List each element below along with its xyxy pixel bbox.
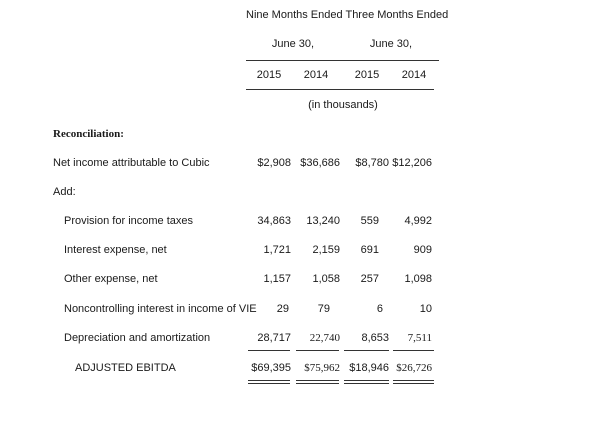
header-rule <box>246 60 439 61</box>
cell: $12,206 <box>392 157 432 169</box>
cell: 1,098 <box>404 273 432 285</box>
total-rule <box>344 380 389 381</box>
cell: $18,946 <box>349 362 389 374</box>
cell: 1,721 <box>263 244 291 256</box>
row-label: ADJUSTED EBITDA <box>75 362 176 374</box>
years-rule <box>246 89 434 90</box>
total-rule <box>296 380 339 381</box>
cell: 691 <box>360 244 379 256</box>
cell: 34,863 <box>257 215 291 227</box>
cell: 28,717 <box>257 332 291 344</box>
period-header: Nine Months Ended Three Months Ended <box>246 9 449 21</box>
row-label: Provision for income taxes <box>64 215 193 227</box>
row-label: Noncontrolling interest in income of VIE <box>64 303 257 315</box>
year-col-4: 2014 <box>401 69 427 81</box>
cell: 909 <box>413 244 432 256</box>
cell: 7,511 <box>407 332 432 344</box>
cell: $8,780 <box>355 157 389 169</box>
year-col-1: 2015 <box>256 69 282 81</box>
cell: 559 <box>360 215 379 227</box>
cell: 13,240 <box>306 215 340 227</box>
cell: $36,686 <box>300 157 340 169</box>
row-label: Net income attributable to Cubic <box>53 157 210 169</box>
year-col-2: 2014 <box>303 69 329 81</box>
cell: 10 <box>419 303 432 315</box>
row-label: Other expense, net <box>64 273 158 285</box>
cell: 2,159 <box>312 244 340 256</box>
total-rule <box>296 383 339 384</box>
total-rule <box>393 383 434 384</box>
cell: 29 <box>276 303 289 315</box>
cell: 6 <box>376 303 383 315</box>
year-col-3: 2015 <box>354 69 380 81</box>
cell: $26,726 <box>396 362 432 374</box>
cell: $2,908 <box>257 157 291 169</box>
cell: 1,058 <box>312 273 340 285</box>
units-label: (in thousands) <box>308 99 378 111</box>
nine-months-date: June 30, <box>271 38 315 50</box>
row-label: Add: <box>53 186 76 198</box>
total-rule <box>393 380 434 381</box>
cell: 79 <box>317 303 330 315</box>
cell: $69,395 <box>251 362 291 374</box>
row-label: Depreciation and amortization <box>64 332 211 344</box>
section-title: Reconciliation: <box>53 128 124 140</box>
three-months-date: June 30, <box>369 38 413 50</box>
total-rule <box>248 383 290 384</box>
cell: $75,962 <box>304 362 340 374</box>
total-rule <box>248 380 290 381</box>
cell: 22,740 <box>309 332 340 344</box>
total-rule <box>344 383 389 384</box>
subtotal-rule <box>393 350 434 351</box>
subtotal-rule <box>296 350 339 351</box>
cell: 257 <box>360 273 379 285</box>
cell: 8,653 <box>361 332 389 344</box>
cell: 1,157 <box>263 273 291 285</box>
row-label: Interest expense, net <box>64 244 167 256</box>
subtotal-rule <box>344 350 389 351</box>
cell: 4,992 <box>404 215 432 227</box>
subtotal-rule <box>248 350 290 351</box>
